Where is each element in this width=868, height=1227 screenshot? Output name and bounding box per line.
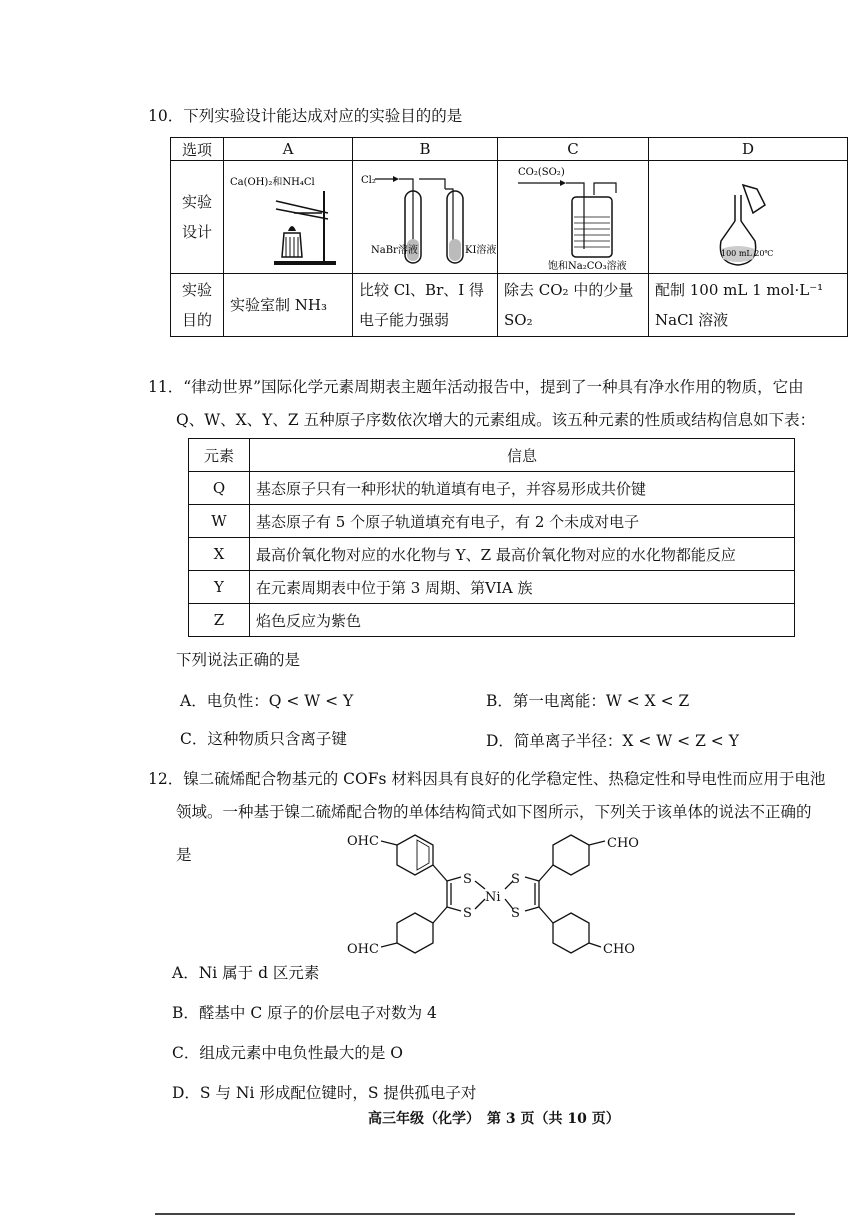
q10-c-bottom-label: 饱和Na₂CO₃溶液	[548, 261, 627, 272]
struct-ni: Ni	[485, 890, 501, 905]
q10-b-gas-label: Cl₂	[361, 175, 376, 186]
q12-option-d[interactable]: D．S 与 Ni 形成配位键时，S 提供孤电子对	[172, 1084, 477, 1102]
q11-element-w: W	[189, 505, 250, 538]
struct-s2: S	[463, 906, 472, 921]
q11-table	[188, 438, 795, 637]
struct-s1: S	[463, 872, 472, 887]
q12-stem-line3: 是	[176, 846, 192, 864]
q10-b-right-label: KI溶液	[465, 245, 497, 256]
q11-element-y: Y	[189, 571, 250, 604]
table-row	[189, 472, 795, 505]
q10-header-d: D	[649, 138, 848, 161]
q11-info-w: 基态原子有 5 个原子轨道填充有电子，有 2 个未成对电子	[250, 505, 795, 538]
q12-option-b[interactable]: B．醛基中 C 原子的价层电子对数为 4	[172, 1004, 437, 1022]
q10-goal-b: 比较 Cl、Br、I 得电子能力强弱	[353, 274, 498, 337]
nickel-dithiolene-structure	[345, 825, 645, 965]
bottom-rule	[155, 1213, 795, 1215]
q10-goal-label: 实验目的	[171, 274, 224, 337]
q11-option-c[interactable]: C．这种物质只含离子键	[180, 730, 347, 748]
halogen-tubes-figure	[353, 161, 497, 273]
struct-cho-bottom: CHO	[603, 942, 635, 957]
q11-element-x: X	[189, 538, 250, 571]
struct-ohc-bottom: OHC	[347, 942, 379, 957]
volumetric-flask-figure	[649, 161, 847, 273]
q12-stem-line1: 12．镍二硫烯配合物基元的 COFs 材料因具有良好的化学稳定性、热稳定性和导电性而应用于电池	[148, 770, 826, 788]
table-row	[189, 604, 795, 637]
q10-goal-c: 除去 CO₂ 中的少量 SO₂	[498, 274, 649, 337]
table-row	[189, 505, 795, 538]
gas-washing-bottle-figure	[498, 161, 648, 273]
q12-option-c[interactable]: C．组成元素中电负性最大的是 O	[172, 1044, 403, 1062]
struct-s3: S	[511, 872, 520, 887]
nh3-apparatus-figure	[224, 161, 352, 273]
q10-header-b: B	[353, 138, 498, 161]
q10-c-gas-label: CO₂(SO₂)	[518, 167, 565, 178]
q10-design-label: 实验设计	[171, 161, 224, 274]
struct-s4: S	[511, 906, 520, 921]
q11-element-q: Q	[189, 472, 250, 505]
q10-design-c	[498, 161, 649, 274]
q11-option-b[interactable]: B．第一电离能：W < X < Z	[486, 692, 690, 710]
q10-goal-d: 配制 100 mL 1 mol·L⁻¹ NaCl 溶液	[649, 274, 848, 337]
q10-goal-a: 实验室制 NH₃	[224, 274, 353, 337]
q12-stem-line2: 领域。一种基于镍二硫烯配合物的单体结构简式如下图所示，下列关于该单体的说法不正确的	[176, 803, 812, 821]
q10-design-a	[224, 161, 353, 274]
struct-cho-top: CHO	[607, 836, 639, 851]
struct-ohc-top: OHC	[347, 834, 379, 849]
q11-element-z: Z	[189, 604, 250, 637]
q11-info-y: 在元素周期表中位于第 3 周期、第VIA 族	[250, 571, 795, 604]
page-footer: 高三年级（化学） 第 3 页（共 10 页）	[368, 1111, 620, 1127]
q10-b-left-label: NaBr溶液	[371, 245, 418, 256]
q10-a-reagent-label: Ca(OH)₂和NH₄Cl	[230, 177, 315, 188]
q10-header-a: A	[224, 138, 353, 161]
q10-d-flask-label: 100 mL 20℃	[721, 249, 774, 258]
q11-info-z: 焰色反应为紫色	[250, 604, 795, 637]
q11-stem-line2: Q、W、X、Y、Z 五种原子序数依次增大的元素组成。该五种元素的性质或结构信息如下表：	[176, 411, 816, 429]
q10-header-option: 选项	[171, 138, 224, 161]
table-row	[189, 538, 795, 571]
q10-stem: 10．下列实验设计能达成对应的实验目的的是	[148, 107, 463, 125]
q11-header-info: 信息	[250, 439, 795, 472]
q11-question: 下列说法正确的是	[176, 651, 301, 669]
q10-table	[170, 137, 848, 337]
table-row	[189, 571, 795, 604]
q11-info-x: 最高价氧化物对应的水化物与 Y、Z 最高价氧化物对应的水化物都能反应	[250, 538, 795, 571]
q11-header-element: 元素	[189, 439, 250, 472]
q12-option-a[interactable]: A．Ni 属于 d 区元素	[172, 964, 320, 982]
q11-option-a[interactable]: A．电负性：Q < W < Y	[180, 692, 354, 710]
q11-stem-line1: 11．“律动世界”国际化学元素周期表主题年活动报告中，提到了一种具有净水作用的物质，它由	[148, 378, 804, 396]
q11-option-d[interactable]: D．简单离子半径：X < W < Z < Y	[486, 732, 739, 750]
q10-header-c: C	[498, 138, 649, 161]
q10-design-b	[353, 161, 498, 274]
q11-info-q: 基态原子只有一种形状的轨道填有电子，并容易形成共价键	[250, 472, 795, 505]
q10-design-d	[649, 161, 848, 274]
